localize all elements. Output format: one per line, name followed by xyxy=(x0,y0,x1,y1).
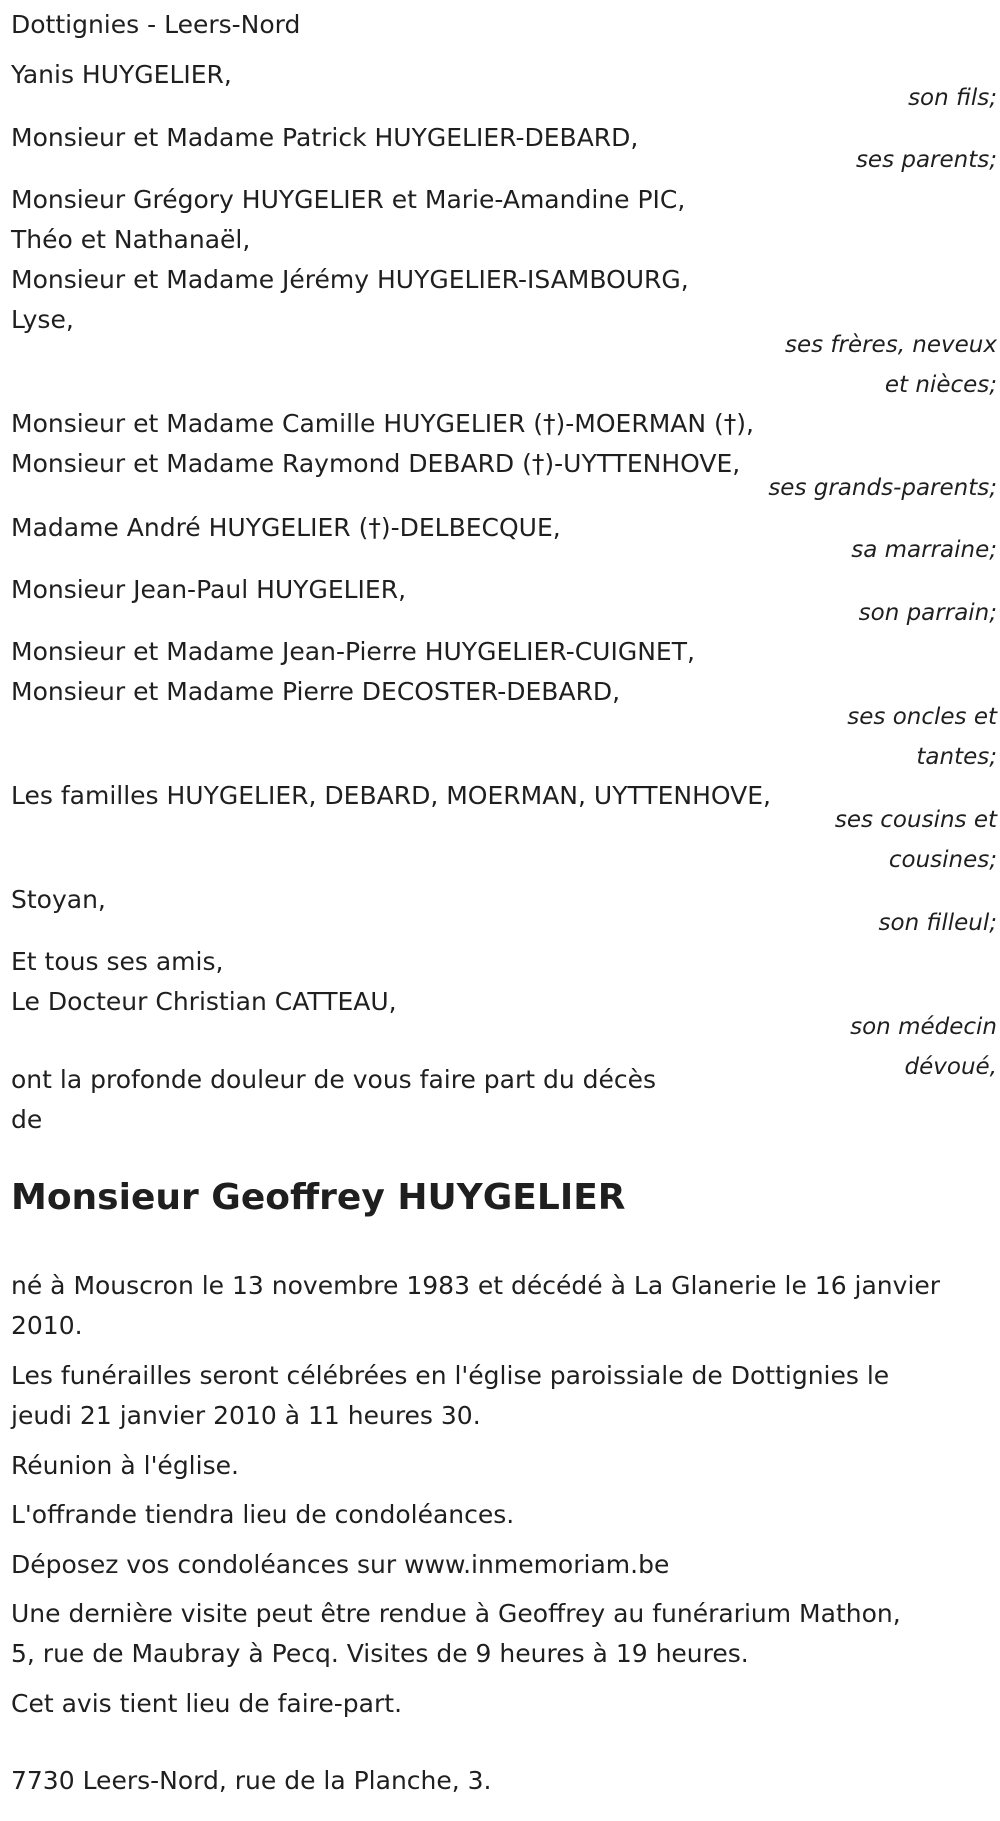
detail-line: jeudi 21 janvier 2010 à 11 heures 30. xyxy=(11,1401,481,1430)
relation-label: dévoué, xyxy=(904,1054,997,1080)
family-name-line: Monsieur Grégory HUYGELIER et Marie-Amandine PIC, xyxy=(11,185,686,214)
detail-line: L'offrande tiendra lieu de condoléances. xyxy=(11,1500,515,1529)
deceased-name: Monsieur Geoffrey HUYGELIER xyxy=(11,1177,626,1218)
family-name-line: Stoyan, xyxy=(11,885,106,914)
relation-label: ses parents; xyxy=(855,147,997,173)
relation-label: son parrain; xyxy=(858,600,997,626)
location-header: Dottignies - Leers-Nord xyxy=(11,10,301,39)
detail-line: Réunion à l'église. xyxy=(11,1451,239,1480)
announcement-line: de xyxy=(11,1105,43,1134)
family-name-line: Monsieur et Madame Jean-Pierre HUYGELIER-CUIGNET, xyxy=(11,637,695,666)
relation-label: cousines; xyxy=(888,847,997,873)
detail-line: Les funérailles seront célébrées en l'église paroissiale de Dottignies le xyxy=(11,1361,890,1390)
family-name-line: Monsieur et Madame Patrick HUYGELIER-DEBARD, xyxy=(11,123,639,152)
relation-label: sa marraine; xyxy=(851,537,997,563)
family-name-line: Monsieur et Madame Jérémy HUYGELIER-ISAMBOURG, xyxy=(11,265,689,294)
website-line: Déposez vos condoléances sur www.inmemoriam.be xyxy=(11,1550,670,1579)
family-name-line: Lyse, xyxy=(11,305,74,334)
family-name-line: Monsieur et Madame Raymond DEBARD (†)-UYTTENHOVE, xyxy=(11,449,741,478)
relation-label: son fils; xyxy=(908,85,997,111)
detail-line: 2010. xyxy=(11,1311,83,1340)
family-name-line: Les familles HUYGELIER, DEBARD, MOERMAN, UYTTENHOVE, xyxy=(11,781,771,810)
relation-label: ses cousins et xyxy=(834,807,997,833)
detail-line: 5, rue de Maubray à Pecq. Visites de 9 heures à 19 heures. xyxy=(11,1639,749,1668)
relation-label: tantes; xyxy=(916,744,997,770)
detail-line: Une dernière visite peut être rendue à Geoffrey au funérarium Mathon, xyxy=(11,1599,901,1628)
family-name-line: Le Docteur Christian CATTEAU, xyxy=(11,987,397,1016)
relation-label: ses grands-parents; xyxy=(768,475,997,501)
relation-label: son filleul; xyxy=(878,910,997,936)
relation-label: ses frères, neveux xyxy=(784,332,997,358)
relation-label: son médecin xyxy=(850,1014,997,1040)
relation-label: ses oncles et xyxy=(847,704,997,730)
detail-line: né à Mouscron le 13 novembre 1983 et décédé à La Glanerie le 16 janvier xyxy=(11,1271,941,1300)
announcement-line: ont la profonde douleur de vous faire part du décès xyxy=(11,1065,657,1094)
family-name-line: Et tous ses amis, xyxy=(11,947,224,976)
family-name-line: Yanis HUYGELIER, xyxy=(11,60,232,89)
family-name-line: Madame André HUYGELIER (†)-DELBECQUE, xyxy=(11,513,561,542)
family-name-line: Monsieur et Madame Camille HUYGELIER (†)-MOERMAN (†), xyxy=(11,409,754,438)
detail-line: Cet avis tient lieu de faire-part. xyxy=(11,1689,403,1718)
family-name-line: Monsieur et Madame Pierre DECOSTER-DEBARD, xyxy=(11,677,621,706)
family-name-line: Monsieur Jean-Paul HUYGELIER, xyxy=(11,575,407,604)
family-name-line: Théo et Nathanaël, xyxy=(11,225,251,254)
relation-label: et nièces; xyxy=(884,372,997,398)
address-line: 7730 Leers-Nord, rue de la Planche, 3. xyxy=(11,1766,492,1795)
